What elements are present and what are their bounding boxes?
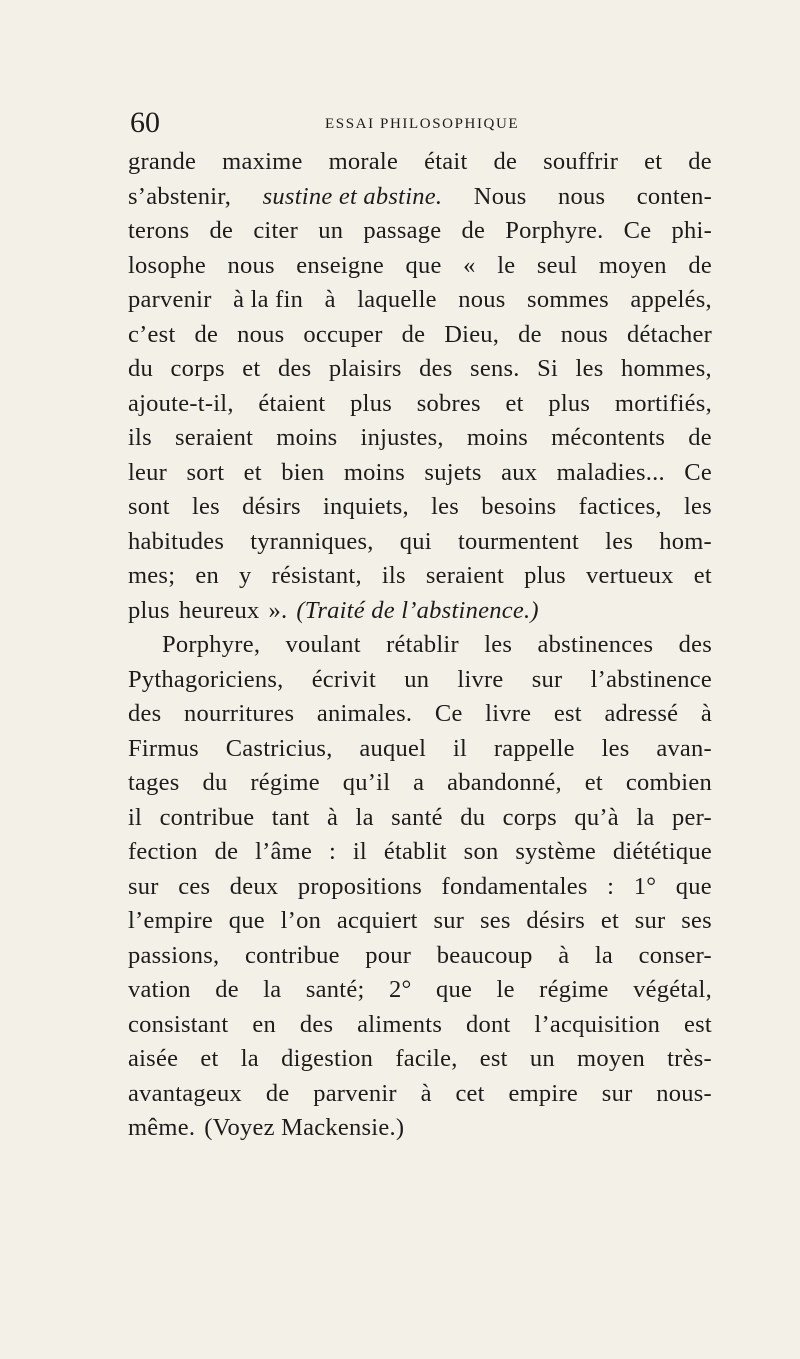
word: santé	[391, 803, 443, 831]
word: que	[228, 907, 265, 934]
word: livre	[485, 700, 532, 727]
word: un	[404, 665, 430, 693]
text-line	[128, 145, 712, 180]
word: factices,	[578, 493, 662, 520]
text-line	[128, 973, 712, 1008]
word: et	[600, 907, 620, 934]
word: écrivit	[311, 665, 377, 693]
word: de	[518, 320, 542, 348]
word: fection	[128, 838, 198, 865]
text-line	[128, 904, 712, 939]
word: de	[688, 424, 712, 451]
word: nous	[458, 286, 506, 313]
word: les	[601, 734, 630, 762]
page-number: 60	[130, 106, 160, 139]
word: un	[529, 1045, 555, 1072]
word: tant	[271, 803, 310, 831]
word: grande	[128, 148, 197, 175]
word: sur	[128, 872, 159, 900]
word: en	[252, 1010, 276, 1038]
word: inquiets,	[322, 493, 409, 520]
text-line	[128, 732, 712, 767]
word: consistant	[128, 1010, 229, 1038]
word: régime	[539, 976, 609, 1003]
text-line	[128, 525, 712, 560]
word: losophe	[128, 251, 206, 279]
word: sort	[186, 458, 225, 486]
text-line	[128, 318, 712, 353]
word: animales.	[316, 700, 413, 727]
word: heureux	[178, 596, 260, 624]
word: ».	[268, 596, 288, 624]
word: sur	[433, 907, 465, 934]
word: laquelle	[357, 286, 437, 313]
word: avan-	[656, 734, 712, 762]
word: Ce	[684, 458, 712, 486]
word: de	[688, 251, 712, 279]
word: maladies...	[556, 458, 665, 486]
word: aisée	[128, 1045, 179, 1072]
word: nous	[237, 320, 285, 348]
word: de	[265, 1079, 290, 1107]
text-line	[128, 1111, 712, 1146]
text-line	[128, 697, 712, 732]
word: est	[479, 1045, 508, 1072]
word: enseigne	[296, 251, 385, 279]
word: et	[584, 769, 603, 796]
word: même.	[128, 1114, 196, 1141]
word: moins	[276, 424, 338, 451]
word: souffrir	[543, 148, 619, 175]
word: la	[636, 803, 655, 831]
text-line	[128, 766, 712, 801]
word: était	[424, 148, 468, 175]
word: bien	[281, 458, 325, 486]
word: des	[128, 700, 162, 727]
word: parvenir	[313, 1079, 397, 1107]
word: (Traité de l’abstinence.)	[296, 596, 539, 624]
word: des	[678, 631, 712, 658]
word: les	[683, 493, 712, 520]
word: habitudes	[128, 527, 225, 555]
word: contribue	[159, 803, 255, 831]
word: 1°	[633, 872, 657, 900]
word: nous-	[656, 1079, 712, 1107]
word: vation	[128, 976, 191, 1003]
word: plus	[128, 596, 170, 624]
word: l’empire	[128, 907, 213, 934]
word: «	[463, 251, 476, 279]
word: ses	[681, 907, 712, 934]
word: de	[215, 976, 239, 1003]
word: empire	[508, 1079, 579, 1107]
word: livre	[457, 665, 504, 693]
word: à	[700, 700, 712, 727]
text-line	[128, 870, 712, 905]
word: de	[688, 148, 712, 175]
word: injustes,	[360, 424, 444, 451]
text-line	[128, 421, 712, 456]
word: :	[328, 838, 337, 865]
text-line	[128, 490, 712, 525]
word: passage	[363, 217, 442, 244]
text-line	[128, 835, 712, 870]
word: rétablir	[386, 631, 459, 658]
word: que	[405, 251, 442, 279]
text-line	[128, 1077, 712, 1112]
word: à la fin	[233, 286, 304, 313]
word: adressé	[604, 700, 679, 727]
word: des	[299, 1010, 334, 1038]
word: et	[644, 148, 663, 175]
word: de	[401, 320, 426, 348]
word: conten-	[636, 182, 712, 210]
word: (Voyez Mackensie.)	[204, 1114, 405, 1141]
word: avantageux	[128, 1079, 243, 1107]
word: régime	[250, 769, 320, 796]
word: :	[607, 872, 615, 900]
word: végétal,	[633, 976, 712, 1003]
word: étaient	[258, 389, 326, 417]
text-line	[128, 352, 712, 387]
word: ils	[381, 562, 406, 589]
word: ces	[178, 872, 211, 900]
word: que	[435, 976, 473, 1003]
word: les	[605, 527, 634, 555]
word: propositions	[297, 872, 423, 900]
word: à	[420, 1079, 432, 1107]
word: fondamentales	[441, 872, 588, 900]
word: les	[192, 493, 220, 520]
word: deux	[229, 872, 279, 900]
word: moyen	[598, 251, 667, 279]
body-text	[128, 145, 712, 1146]
word: établit	[383, 838, 447, 865]
word: sommes	[527, 286, 609, 313]
word: que	[675, 872, 712, 900]
word: du	[460, 803, 486, 831]
word: le	[496, 976, 515, 1003]
text-line	[128, 1008, 712, 1043]
word: combien	[625, 769, 712, 796]
word: l’on	[280, 907, 322, 934]
word: qui	[399, 527, 432, 555]
text-line	[128, 939, 712, 974]
word: des	[419, 355, 453, 382]
word: son	[463, 838, 499, 865]
text-line	[128, 214, 712, 249]
word: mécontents	[551, 424, 666, 451]
word: morale	[328, 148, 399, 175]
word: diététique	[612, 838, 712, 865]
word: cet	[455, 1079, 485, 1107]
word: conser-	[638, 941, 712, 969]
word: est	[553, 700, 582, 727]
word: beaucoup	[436, 941, 533, 969]
word: de	[194, 320, 219, 348]
word: plaisirs	[328, 355, 402, 382]
word: Pythagoriciens,	[128, 665, 284, 693]
word: Ce	[434, 700, 463, 727]
word: sur	[601, 1079, 633, 1107]
running-head: ESSAI PHILOSOPHIQUE	[325, 116, 520, 132]
word: de	[209, 217, 234, 244]
word: sens.	[470, 355, 520, 382]
word: sujets	[424, 458, 482, 486]
text-line	[128, 1042, 712, 1077]
word: Firmus	[128, 734, 199, 762]
text-line	[128, 559, 712, 594]
word: c’est	[128, 320, 176, 348]
word: Dieu,	[444, 320, 500, 348]
word: nourritures	[184, 700, 295, 727]
word: des	[277, 355, 312, 382]
word: les	[484, 631, 513, 658]
word: plus	[524, 562, 566, 589]
word: tyranniques,	[250, 527, 374, 555]
word: ses	[479, 907, 511, 934]
word: per-	[672, 803, 712, 831]
word: l’abstinence	[590, 665, 712, 693]
word: la	[240, 1045, 259, 1072]
word: moyen	[577, 1045, 645, 1072]
word: nous	[560, 320, 609, 348]
word: tages	[128, 769, 180, 796]
word: très-	[667, 1045, 712, 1072]
word: digestion	[281, 1045, 374, 1072]
word: désirs	[526, 907, 586, 934]
word: terons	[128, 217, 190, 244]
word: dont	[466, 1010, 511, 1038]
word: plus	[548, 389, 591, 417]
word: voulant	[285, 631, 361, 658]
word: hommes,	[620, 355, 712, 382]
word: qu’il	[342, 769, 391, 796]
word: aux	[501, 458, 538, 486]
word: et	[693, 562, 712, 589]
word: les	[431, 493, 460, 520]
word: ils	[128, 424, 152, 451]
word: seraient	[425, 562, 505, 589]
word: vertueux	[585, 562, 674, 589]
word: moins	[343, 458, 405, 486]
word: et	[200, 1045, 219, 1072]
word: il	[452, 734, 468, 762]
word: résistant,	[271, 562, 362, 589]
word: auquel	[359, 734, 427, 762]
word: de	[461, 217, 486, 244]
word: besoins	[481, 493, 557, 520]
word: à	[558, 941, 570, 969]
page-header	[130, 106, 710, 146]
word: s’abstenir,	[128, 182, 232, 210]
word: de	[214, 838, 239, 865]
word: le	[497, 251, 516, 279]
text-line	[128, 663, 712, 698]
text-line	[128, 801, 712, 836]
word: en	[195, 562, 219, 589]
word: 2°	[388, 976, 412, 1003]
word: à	[326, 803, 339, 831]
word: seraient	[175, 424, 254, 451]
text-line	[128, 456, 712, 491]
word: abstinences	[537, 631, 654, 658]
word: sur	[634, 907, 666, 934]
word: est	[684, 1010, 712, 1038]
word: du	[128, 355, 153, 382]
word: la	[263, 976, 282, 1003]
word: appelés,	[630, 286, 712, 313]
word: acquiert	[336, 907, 418, 934]
word: à	[324, 286, 336, 313]
word: mes;	[128, 562, 176, 589]
word: mortifiés,	[614, 389, 712, 417]
word: nous	[227, 251, 275, 279]
word: facile,	[395, 1045, 458, 1072]
word: Porphyre,	[162, 631, 261, 658]
word: leur	[128, 458, 168, 486]
word: rappelle	[493, 734, 575, 762]
word: tourmentent	[457, 527, 580, 555]
text-line	[128, 283, 712, 318]
word: y	[239, 562, 252, 589]
word: phi-	[671, 217, 712, 244]
word: de	[493, 148, 518, 175]
word: les	[575, 355, 604, 382]
word: ajoute-t-il,	[128, 389, 234, 417]
word: abandonné,	[447, 769, 562, 796]
word: plus	[350, 389, 392, 417]
word: et	[242, 355, 261, 382]
word: sont	[128, 493, 170, 520]
word: sur	[531, 665, 563, 693]
word: Ce	[623, 217, 652, 244]
word: corps	[170, 355, 225, 382]
word: l’acquisition	[534, 1010, 661, 1038]
text-line	[128, 594, 712, 629]
word: moins	[466, 424, 529, 451]
word: désirs	[242, 493, 301, 520]
word: et	[505, 389, 524, 417]
word: Castricius,	[225, 734, 333, 762]
word: nous	[557, 182, 606, 210]
word: aliments	[357, 1010, 443, 1038]
word: santé;	[305, 976, 365, 1003]
word: Nous	[473, 182, 527, 210]
word: citer	[253, 217, 299, 244]
word: la	[594, 941, 614, 969]
word: système	[515, 838, 596, 865]
word: il	[128, 803, 143, 831]
word: sustine et abstine.	[262, 182, 443, 210]
word: l’âme	[255, 838, 313, 865]
word: parvenir	[128, 286, 212, 313]
word: pour	[365, 941, 412, 969]
word: seul	[536, 251, 578, 279]
word: la	[355, 803, 374, 831]
word: Si	[537, 355, 559, 382]
word: sobres	[416, 389, 481, 417]
word: détacher	[627, 320, 712, 348]
text-line	[128, 628, 712, 663]
text-line	[128, 387, 712, 422]
word: qu’à	[574, 803, 619, 831]
word: hom-	[659, 527, 712, 555]
word: corps	[502, 803, 557, 831]
word: un	[318, 217, 344, 244]
text-line	[128, 180, 712, 215]
word: et	[243, 458, 262, 486]
word: contribue	[244, 941, 340, 969]
word: Porphyre.	[505, 217, 604, 244]
word: maxime	[222, 148, 303, 175]
text-line	[128, 249, 712, 284]
word: du	[202, 769, 228, 796]
word: il	[352, 838, 367, 865]
word: passions,	[128, 941, 220, 969]
word: a	[413, 769, 425, 796]
word: occuper	[303, 320, 383, 348]
